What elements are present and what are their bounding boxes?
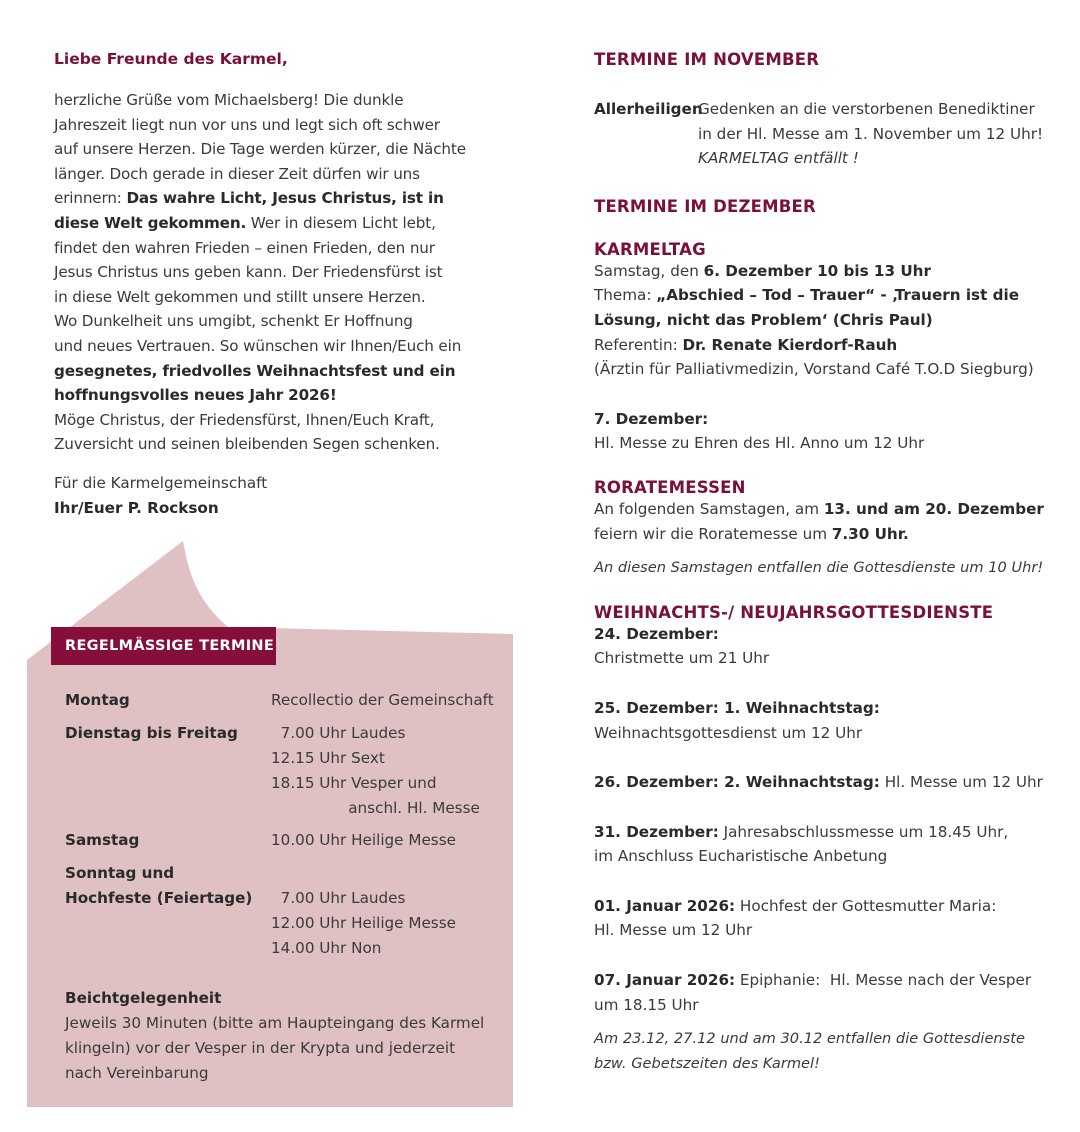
letter-line: Jahreszeit liegt nun vor uns und legt sich oft schwer xyxy=(54,115,440,134)
schedule-row xyxy=(65,936,505,961)
emphasis: hoffnungsvolles neues Jahr 2026! xyxy=(54,386,337,405)
letter-line: Zuversicht und seinen bleibenden Segen schenken. xyxy=(54,435,440,454)
entry-label: 01. Januar 2026: xyxy=(594,896,736,915)
emphasis: 13. und am 20. Dezember xyxy=(823,499,1044,518)
confession-block xyxy=(65,986,505,1086)
confession-title: Beichtgelegenheit xyxy=(65,989,222,1007)
time: 14.00 Uhr Non xyxy=(271,939,382,957)
emphasis: Das wahre Licht, Jesus Christus, ist in xyxy=(126,189,444,208)
entry-text: Epiphanie: Hl. Messe nach der Vesper xyxy=(735,971,1032,990)
emphasis: 7.30 Uhr. xyxy=(831,524,909,543)
text: (Ärztin für Palliativmedizin, Vorstand Café T.O.D Siegburg) xyxy=(594,360,1034,379)
anno-entry xyxy=(594,407,1064,456)
christmas-heading: WEIHNACHTS-/ NEUJAHRSGOTTESDIENSTE xyxy=(594,602,994,622)
closing: Für die Karmelgemeinschaft xyxy=(54,473,268,492)
text: Wer in diesem Licht lebt, xyxy=(246,213,436,232)
entry-text: Jahresabschlussmesse um 18.45 Uhr, xyxy=(718,822,1009,841)
entry-text: Hochfest der Gottesmutter Maria: xyxy=(735,896,997,915)
schedule-row xyxy=(65,796,505,821)
day xyxy=(65,796,271,821)
entry-text: Christmette um 21 Uhr xyxy=(594,649,770,668)
events-column xyxy=(594,50,1064,1076)
day: Montag xyxy=(65,691,130,709)
schedule-row xyxy=(65,861,505,886)
entry-text xyxy=(698,97,1064,171)
letter xyxy=(54,50,504,521)
time: 7.00 Uhr Laudes xyxy=(271,889,406,907)
text: Samstag, den xyxy=(594,261,704,280)
text xyxy=(594,283,1064,308)
confession-line: klingeln) vor der Vesper in der Krypta und jederzeit xyxy=(65,1039,456,1057)
day xyxy=(65,936,271,961)
letter-line: länger. Doch gerade in dieser Zeit dürfen wir uns xyxy=(54,164,420,183)
schedule-row xyxy=(65,746,505,771)
schedule-row xyxy=(65,771,505,796)
time: 12.00 Uhr Heilige Messe xyxy=(271,914,456,932)
emphasis: Lösung, nicht das Problem‘ (Chris Paul) xyxy=(594,310,933,329)
day: Hochfeste (Feiertage) xyxy=(65,889,253,907)
entry-label: 26. Dezember: 2. Weihnachtstag: xyxy=(594,773,880,792)
entry-text: im Anschluss Eucharistische Anbetung xyxy=(594,847,888,866)
emphasis: Dr. Renate Kierdorf-Rauh xyxy=(682,335,898,354)
rorate-details xyxy=(594,497,1064,581)
letter-line: auf unsere Herzen. Die Tage werden kürzer, die Nächte xyxy=(54,140,466,159)
text: in der Hl. Messe am 1. November um 12 Uhr! xyxy=(698,124,1044,143)
november-heading: TERMINE IM NOVEMBER xyxy=(594,50,820,69)
schedule-row xyxy=(65,688,505,713)
text xyxy=(594,497,1064,522)
time: 12.15 Uhr Sext xyxy=(271,749,385,767)
schedule-row xyxy=(65,828,505,853)
december-heading: TERMINE IM DEZEMBER xyxy=(594,196,816,216)
entry-label: 25. Dezember: 1. Weihnachtstag: xyxy=(594,698,880,717)
schedule-row xyxy=(65,911,505,936)
karmeltag-heading: KARMELTAG xyxy=(594,239,706,259)
day xyxy=(65,746,271,771)
notice: An diesen Samstagen entfallen die Gottesdienste um 10 Uhr! xyxy=(594,559,1044,577)
regular-schedule xyxy=(65,688,505,961)
entry-text: um 18.15 Uhr xyxy=(594,995,699,1014)
day: Dienstag bis Freitag xyxy=(65,724,238,742)
time: 18.15 Uhr Vesper und xyxy=(271,774,437,792)
letter-line xyxy=(54,186,504,211)
text xyxy=(594,333,1064,358)
letter-line: in diese Welt gekommen und stillt unsere Herzen. xyxy=(54,287,426,306)
letter-greeting: Liebe Freunde des Karmel, xyxy=(54,50,288,68)
entry-label: 31. Dezember: xyxy=(594,822,719,841)
emphasis: „Abschied – Tod – Trauer“ - ‚Trauern ist die xyxy=(656,286,1020,305)
text xyxy=(594,308,1064,333)
notice: Am 23.12, 27.12 und am 30.12 entfallen die Gottesdienste xyxy=(594,1030,1025,1048)
confession-line: nach Vereinbarung xyxy=(65,1064,209,1082)
letter-line xyxy=(54,383,504,408)
letter-line: Wo Dunkelheit uns umgibt, schenkt Er Hoffnung xyxy=(54,312,413,331)
day: Samstag xyxy=(65,831,140,849)
text xyxy=(594,522,1064,547)
notice: KARMELTAG entfällt ! xyxy=(698,149,859,168)
text: An folgenden Samstagen, am xyxy=(594,499,824,518)
time: anschl. Hl. Messe xyxy=(271,799,480,817)
karmeltag-details xyxy=(594,259,1064,382)
entry-label: 07. Januar 2026: xyxy=(594,971,736,990)
entry-text: Weihnachtsgottesdienst um 12 Uhr xyxy=(594,723,863,742)
entry-label: Allerheiligen xyxy=(594,100,703,118)
day xyxy=(65,771,271,796)
signature-block xyxy=(54,471,504,521)
letter-line: findet den wahren Frieden – einen Frieden, den nur xyxy=(54,238,435,257)
entry-label: 24. Dezember: xyxy=(594,624,719,643)
notice: bzw. Gebetszeiten des Karmel! xyxy=(594,1054,820,1072)
letter-line: Möge Christus, der Friedensfürst, Ihnen/Euch Kraft, xyxy=(54,410,435,429)
regular-schedule-title: REGELMÄSSIGE TERMINE xyxy=(51,627,276,665)
letter-line: herzliche Grüße vom Michaelsberg! Die dunkle xyxy=(54,91,404,109)
day xyxy=(65,911,271,936)
emphasis: 6. Dezember 10 bis 13 Uhr xyxy=(703,261,931,280)
entry-label: 7. Dezember: xyxy=(594,409,709,428)
schedule-row xyxy=(65,886,505,911)
signature: Ihr/Euer P. Rockson xyxy=(54,498,219,517)
text: feiern wir die Roratemesse um xyxy=(594,524,832,543)
text: Thema: xyxy=(594,286,657,305)
emphasis: diese Welt gekommen. xyxy=(54,213,247,232)
entry-text: Hl. Messe um 12 Uhr xyxy=(594,921,753,940)
day: Sonntag und xyxy=(65,864,175,882)
text: erinnern: xyxy=(54,189,127,208)
schedule-row xyxy=(65,721,505,746)
text: Referentin: xyxy=(594,335,683,354)
confession-line: Jeweils 30 Minuten (bitte am Haupteingang des Karmel xyxy=(65,1014,485,1032)
christmas-details xyxy=(594,622,1064,1077)
time: Recollectio der Gemeinschaft xyxy=(271,691,494,709)
rorate-heading: RORATEMESSEN xyxy=(594,477,746,497)
emphasis: gesegnetes, friedvolles Weihnachtsfest und ein xyxy=(54,361,456,380)
letter-line: Jesus Christus uns geben kann. Der Friedensfürst ist xyxy=(54,263,443,282)
time: 7.00 Uhr Laudes xyxy=(271,724,406,742)
letter-line xyxy=(54,359,504,384)
text: Gedenken an die verstorbenen Benediktiner xyxy=(698,100,1035,118)
entry-text: Hl. Messe zu Ehren des Hl. Anno um 12 Uhr xyxy=(594,434,925,453)
time: 10.00 Uhr Heilige Messe xyxy=(271,831,456,849)
letter-line xyxy=(54,211,504,236)
entry-text: Hl. Messe um 12 Uhr xyxy=(879,773,1043,792)
letter-line: und neues Vertrauen. So wünschen wir Ihnen/Euch ein xyxy=(54,336,462,355)
text xyxy=(594,259,1064,284)
allerheiligen-entry xyxy=(594,97,1064,171)
